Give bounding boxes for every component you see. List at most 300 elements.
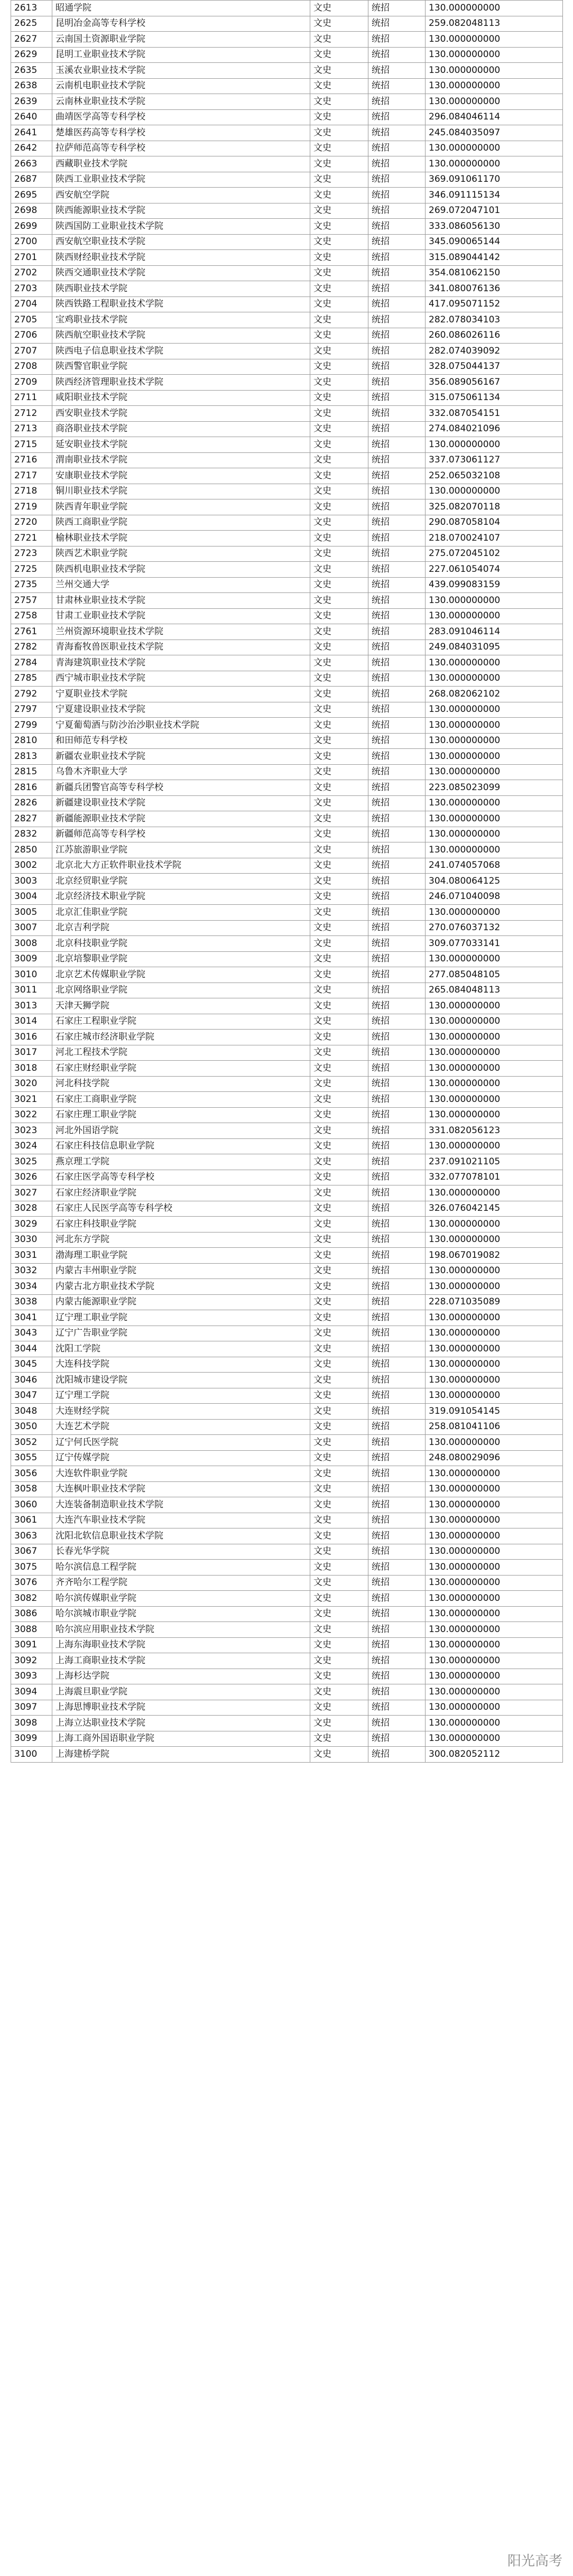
subject-type-cell: 文史 (310, 1217, 368, 1233)
school-code-cell: 3016 (11, 1030, 52, 1045)
score-cell: 354.081062150 (426, 265, 563, 281)
admission-type-cell: 统招 (368, 1528, 426, 1544)
school-name-cell: 宁夏葡萄酒与防沙治沙职业技术学院 (52, 718, 310, 734)
subject-type-cell: 文史 (310, 1154, 368, 1170)
school-name-cell: 石家庄工商职业学院 (52, 1092, 310, 1108)
subject-type-cell: 文史 (310, 406, 368, 422)
table-row (11, 219, 563, 235)
score-cell: 130.000000000 (426, 94, 563, 110)
admission-type-cell: 统招 (368, 1716, 426, 1731)
admission-type-cell: 统招 (368, 827, 426, 842)
subject-type-cell: 文史 (310, 250, 368, 266)
admission-type-cell: 统招 (368, 1622, 426, 1638)
score-cell: 223.085023099 (426, 780, 563, 796)
school-name-cell: 北京汇佳职业学院 (52, 905, 310, 921)
table-row (11, 109, 563, 125)
table-row (11, 1497, 563, 1513)
score-cell: 130.000000000 (426, 32, 563, 48)
table-row (11, 78, 563, 94)
table-row (11, 1747, 563, 1763)
school-name-cell: 上海震旦职业学院 (52, 1684, 310, 1700)
table-row (11, 47, 563, 63)
admission-type-cell: 统招 (368, 1232, 426, 1248)
subject-type-cell: 文史 (310, 1294, 368, 1310)
admission-type-cell: 统招 (368, 47, 426, 63)
school-code-cell: 3043 (11, 1326, 52, 1341)
school-name-cell: 北京网络职业学院 (52, 983, 310, 998)
admission-type-cell: 统招 (368, 1248, 426, 1264)
score-cell: 332.087054151 (426, 406, 563, 422)
score-cell: 130.000000000 (426, 1637, 563, 1653)
subject-type-cell: 文史 (310, 437, 368, 453)
score-cell: 130.000000000 (426, 1622, 563, 1638)
table-row (11, 1404, 563, 1420)
subject-type-cell: 文史 (310, 1497, 368, 1513)
table-row (11, 468, 563, 484)
subject-type-cell: 文史 (310, 359, 368, 375)
school-name-cell: 陕西工商职业学院 (52, 515, 310, 531)
school-name-cell: 拉萨师范高等专科学校 (52, 141, 310, 156)
score-cell: 130.000000000 (426, 1669, 563, 1684)
table-row (11, 421, 563, 437)
school-name-cell: 宁夏职业技术学院 (52, 687, 310, 702)
table-row (11, 905, 563, 921)
admission-type-cell: 统招 (368, 452, 426, 468)
admission-type-cell: 统招 (368, 390, 426, 406)
school-name-cell: 青海畜牧兽医职业技术学院 (52, 640, 310, 655)
subject-type-cell: 文史 (310, 47, 368, 63)
admission-type-cell: 统招 (368, 764, 426, 780)
score-cell: 241.074057068 (426, 858, 563, 874)
subject-type-cell: 文史 (310, 1185, 368, 1201)
score-cell: 130.000000000 (426, 1653, 563, 1669)
score-cell: 130.000000000 (426, 1513, 563, 1528)
score-cell: 130.000000000 (426, 1310, 563, 1326)
admission-type-cell: 统招 (368, 858, 426, 874)
score-cell: 130.000000000 (426, 1107, 563, 1123)
score-cell: 130.000000000 (426, 1030, 563, 1045)
subject-type-cell: 文史 (310, 328, 368, 344)
school-code-cell: 2639 (11, 94, 52, 110)
table-row (11, 125, 563, 141)
table-row (11, 874, 563, 889)
subject-type-cell: 文史 (310, 484, 368, 499)
table-row (11, 32, 563, 48)
table-row (11, 1684, 563, 1700)
school-code-cell: 2761 (11, 624, 52, 640)
score-cell: 130.000000000 (426, 1388, 563, 1404)
school-code-cell: 3017 (11, 1045, 52, 1061)
score-cell: 130.000000000 (426, 1357, 563, 1373)
subject-type-cell: 文史 (310, 577, 368, 593)
subject-type-cell: 文史 (310, 905, 368, 921)
score-cell: 341.080076136 (426, 281, 563, 297)
school-code-cell: 3052 (11, 1435, 52, 1451)
subject-type-cell: 文史 (310, 983, 368, 998)
table-row (11, 172, 563, 188)
admission-type-cell: 统招 (368, 687, 426, 702)
school-name-cell: 北京科技职业学院 (52, 936, 310, 952)
school-code-cell: 2757 (11, 593, 52, 609)
subject-type-cell: 文史 (310, 811, 368, 827)
table-row (11, 1030, 563, 1045)
admission-type-cell: 统招 (368, 234, 426, 250)
school-name-cell: 榆林职业技术学院 (52, 531, 310, 546)
school-name-cell: 河北科技学院 (52, 1076, 310, 1092)
subject-type-cell: 文史 (310, 795, 368, 811)
school-name-cell: 石家庄医学高等专科学校 (52, 1170, 310, 1185)
school-code-cell: 3092 (11, 1653, 52, 1669)
school-name-cell: 云南机电职业技术学院 (52, 78, 310, 94)
subject-type-cell: 文史 (310, 203, 368, 219)
subject-type-cell: 文史 (310, 468, 368, 484)
school-name-cell: 新疆师范高等专科学校 (52, 827, 310, 842)
score-cell: 345.090065144 (426, 234, 563, 250)
school-code-cell: 2827 (11, 811, 52, 827)
school-name-cell: 玉溪农业职业技术学院 (52, 63, 310, 79)
score-cell: 198.067019082 (426, 1248, 563, 1264)
school-name-cell: 哈尔滨信息工程学院 (52, 1560, 310, 1576)
score-cell: 130.000000000 (426, 1700, 563, 1716)
admission-type-cell: 统招 (368, 811, 426, 827)
admission-type-cell: 统招 (368, 375, 426, 391)
subject-type-cell: 文史 (310, 780, 368, 796)
school-name-cell: 西安航空职业技术学院 (52, 234, 310, 250)
admission-type-cell: 统招 (368, 951, 426, 967)
subject-type-cell: 文史 (310, 1357, 368, 1373)
school-code-cell: 2782 (11, 640, 52, 655)
score-cell: 246.071040098 (426, 889, 563, 905)
school-name-cell: 长春光华学院 (52, 1544, 310, 1560)
school-name-cell: 陕西铁路工程职业技术学院 (52, 296, 310, 312)
school-code-cell: 3055 (11, 1450, 52, 1466)
score-cell: 227.061054074 (426, 562, 563, 578)
table-row (11, 234, 563, 250)
score-cell: 283.091046114 (426, 624, 563, 640)
table-row (11, 515, 563, 531)
table-row (11, 1450, 563, 1466)
admission-type-cell: 统招 (368, 1294, 426, 1310)
school-code-cell: 2708 (11, 359, 52, 375)
table-row (11, 640, 563, 655)
score-cell: 130.000000000 (426, 827, 563, 842)
school-code-cell: 3025 (11, 1154, 52, 1170)
admission-type-cell: 统招 (368, 515, 426, 531)
school-code-cell: 3046 (11, 1373, 52, 1388)
school-code-cell: 2832 (11, 827, 52, 842)
subject-type-cell: 文史 (310, 1030, 368, 1045)
school-code-cell: 2792 (11, 687, 52, 702)
admission-type-cell: 统招 (368, 998, 426, 1014)
table-row (11, 1622, 563, 1638)
admission-type-cell: 统招 (368, 889, 426, 905)
admission-type-cell: 统招 (368, 702, 426, 718)
score-cell: 282.078034103 (426, 312, 563, 328)
subject-type-cell: 文史 (310, 1560, 368, 1576)
score-cell: 130.000000000 (426, 1232, 563, 1248)
admission-type-cell: 统招 (368, 125, 426, 141)
subject-type-cell: 文史 (310, 1700, 368, 1716)
school-code-cell: 2702 (11, 265, 52, 281)
school-name-cell: 沈阳北软信息职业技术学院 (52, 1528, 310, 1544)
school-name-cell: 大连装备制造职业技术学院 (52, 1497, 310, 1513)
subject-type-cell: 文史 (310, 764, 368, 780)
table-row (11, 1170, 563, 1185)
school-name-cell: 新疆农业职业技术学院 (52, 749, 310, 765)
admission-type-cell: 统招 (368, 1310, 426, 1326)
school-name-cell: 上海工商职业技术学院 (52, 1653, 310, 1669)
school-code-cell: 3027 (11, 1185, 52, 1201)
subject-type-cell: 文史 (310, 1373, 368, 1388)
admission-type-cell: 统招 (368, 1201, 426, 1217)
subject-type-cell: 文史 (310, 172, 368, 188)
school-code-cell: 2699 (11, 219, 52, 235)
table-row (11, 281, 563, 297)
table-row (11, 546, 563, 562)
school-code-cell: 2712 (11, 406, 52, 422)
score-cell: 130.000000000 (426, 733, 563, 749)
subject-type-cell: 文史 (310, 1061, 368, 1077)
school-code-cell: 3020 (11, 1076, 52, 1092)
subject-type-cell: 文史 (310, 421, 368, 437)
school-name-cell: 石家庄财经职业学院 (52, 1061, 310, 1077)
table-row (11, 967, 563, 983)
admission-type-cell: 统招 (368, 1684, 426, 1700)
table-row (11, 562, 563, 578)
score-cell: 130.000000000 (426, 608, 563, 624)
admission-type-cell: 统招 (368, 531, 426, 546)
school-name-cell: 甘肃林业职业技术学院 (52, 593, 310, 609)
admission-type-cell: 统招 (368, 499, 426, 515)
school-name-cell: 上海思博职业技术学院 (52, 1700, 310, 1716)
admission-type-cell: 统招 (368, 1591, 426, 1607)
admission-type-cell: 统招 (368, 1217, 426, 1233)
school-code-cell: 2815 (11, 764, 52, 780)
school-name-cell: 上海东海职业技术学院 (52, 1637, 310, 1653)
score-cell: 258.081041106 (426, 1419, 563, 1435)
school-name-cell: 内蒙古北方职业技术学院 (52, 1279, 310, 1295)
table-row (11, 811, 563, 827)
admission-type-cell: 统招 (368, 1123, 426, 1139)
score-cell: 130.000000000 (426, 1528, 563, 1544)
table-row (11, 1076, 563, 1092)
table-row (11, 1528, 563, 1544)
score-cell: 274.084021096 (426, 421, 563, 437)
school-code-cell: 3047 (11, 1388, 52, 1404)
score-cell: 130.000000000 (426, 718, 563, 734)
admission-type-cell: 统招 (368, 32, 426, 48)
table-row (11, 858, 563, 874)
school-name-cell: 石家庄工程职业学院 (52, 1014, 310, 1030)
table-row (11, 499, 563, 515)
school-code-cell: 2711 (11, 390, 52, 406)
subject-type-cell: 文史 (310, 1747, 368, 1763)
score-cell: 130.000000000 (426, 998, 563, 1014)
admission-type-cell: 统招 (368, 936, 426, 952)
subject-type-cell: 文史 (310, 967, 368, 983)
score-cell: 130.000000000 (426, 1263, 563, 1279)
subject-type-cell: 文史 (310, 1606, 368, 1622)
school-code-cell: 2813 (11, 749, 52, 765)
table-row (11, 827, 563, 842)
table-row (11, 1435, 563, 1451)
admission-type-cell: 统招 (368, 749, 426, 765)
school-code-cell: 3082 (11, 1591, 52, 1607)
subject-type-cell: 文史 (310, 344, 368, 359)
table-row (11, 531, 563, 546)
school-name-cell: 北京经济技术职业学院 (52, 889, 310, 905)
score-cell: 356.089056167 (426, 375, 563, 391)
school-code-cell: 2715 (11, 437, 52, 453)
subject-type-cell: 文史 (310, 499, 368, 515)
school-code-cell: 2810 (11, 733, 52, 749)
table-row (11, 1217, 563, 1233)
school-name-cell: 沈阳工学院 (52, 1341, 310, 1357)
subject-type-cell: 文史 (310, 234, 368, 250)
school-code-cell: 2785 (11, 671, 52, 687)
school-name-cell: 石家庄城市经济职业学院 (52, 1030, 310, 1045)
subject-type-cell: 文史 (310, 125, 368, 141)
score-cell: 130.000000000 (426, 1716, 563, 1731)
table-row (11, 156, 563, 172)
admission-type-cell: 统招 (368, 328, 426, 344)
admission-type-cell: 统招 (368, 265, 426, 281)
subject-type-cell: 文史 (310, 608, 368, 624)
table-row (11, 1123, 563, 1139)
subject-type-cell: 文史 (310, 281, 368, 297)
subject-type-cell: 文史 (310, 1528, 368, 1544)
subject-type-cell: 文史 (310, 375, 368, 391)
school-code-cell: 3011 (11, 983, 52, 998)
table-row (11, 1466, 563, 1482)
school-name-cell: 上海立达职业技术学院 (52, 1716, 310, 1731)
school-name-cell: 辽宁何氏医学院 (52, 1435, 310, 1451)
admission-type-cell: 统招 (368, 1544, 426, 1560)
table-row (11, 1279, 563, 1295)
score-cell: 260.086026116 (426, 328, 563, 344)
table-row (11, 1014, 563, 1030)
subject-type-cell: 文史 (310, 842, 368, 858)
subject-type-cell: 文史 (310, 624, 368, 640)
table-row (11, 920, 563, 936)
score-cell: 130.000000000 (426, 1, 563, 16)
school-name-cell: 陕西电子信息职业技术学院 (52, 344, 310, 359)
table-row (11, 1357, 563, 1373)
admission-type-cell: 统招 (368, 655, 426, 671)
table-row (11, 94, 563, 110)
school-code-cell: 3032 (11, 1263, 52, 1279)
admission-type-cell: 统招 (368, 172, 426, 188)
school-code-cell: 3063 (11, 1528, 52, 1544)
score-cell: 130.000000000 (426, 1560, 563, 1576)
score-cell: 130.000000000 (426, 951, 563, 967)
score-cell: 346.091115134 (426, 188, 563, 203)
admission-type-cell: 统招 (368, 577, 426, 593)
table-row (11, 1700, 563, 1716)
school-name-cell: 渤海理工职业学院 (52, 1248, 310, 1264)
admission-type-cell: 统招 (368, 94, 426, 110)
school-code-cell: 2706 (11, 328, 52, 344)
admission-type-cell: 统招 (368, 1341, 426, 1357)
score-cell: 130.000000000 (426, 141, 563, 156)
school-code-cell: 3028 (11, 1201, 52, 1217)
school-code-cell: 3024 (11, 1138, 52, 1154)
score-cell: 290.087058104 (426, 515, 563, 531)
school-code-cell: 2758 (11, 608, 52, 624)
school-code-cell: 2687 (11, 172, 52, 188)
subject-type-cell: 文史 (310, 1232, 368, 1248)
score-cell: 337.073061127 (426, 452, 563, 468)
school-code-cell: 2784 (11, 655, 52, 671)
watermark-logo: 阳光高考 (504, 2549, 566, 2571)
admission-type-cell: 统招 (368, 1326, 426, 1341)
admission-type-cell: 统招 (368, 1279, 426, 1295)
school-name-cell: 北京艺术传媒职业学院 (52, 967, 310, 983)
admission-type-cell: 统招 (368, 1, 426, 16)
score-cell: 130.000000000 (426, 1466, 563, 1482)
subject-type-cell: 文史 (310, 1201, 368, 1217)
table-row (11, 671, 563, 687)
school-name-cell: 辽宁理工职业学院 (52, 1310, 310, 1326)
school-name-cell: 沈阳城市建设学院 (52, 1373, 310, 1388)
school-code-cell: 2826 (11, 795, 52, 811)
admission-type-cell: 统招 (368, 1076, 426, 1092)
school-code-cell: 3088 (11, 1622, 52, 1638)
table-row (11, 1294, 563, 1310)
school-name-cell: 安康职业技术学院 (52, 468, 310, 484)
school-code-cell: 3044 (11, 1341, 52, 1357)
school-code-cell: 2625 (11, 16, 52, 32)
table-row (11, 733, 563, 749)
subject-type-cell: 文史 (310, 1637, 368, 1653)
table-row (11, 1560, 563, 1576)
school-name-cell: 西安航空学院 (52, 188, 310, 203)
school-code-cell: 3041 (11, 1310, 52, 1326)
table-row (11, 951, 563, 967)
school-name-cell: 昆明工业职业技术学院 (52, 47, 310, 63)
score-cell: 130.000000000 (426, 671, 563, 687)
school-name-cell: 西安职业技术学院 (52, 406, 310, 422)
school-name-cell: 燕京理工学院 (52, 1154, 310, 1170)
table-row (11, 452, 563, 468)
score-cell: 130.000000000 (426, 1684, 563, 1700)
subject-type-cell: 文史 (310, 1466, 368, 1482)
school-name-cell: 新疆建设职业技术学院 (52, 795, 310, 811)
school-name-cell: 北京经贸职业学院 (52, 874, 310, 889)
school-code-cell: 3002 (11, 858, 52, 874)
table-row (11, 250, 563, 266)
admission-type-cell: 统招 (368, 156, 426, 172)
admission-type-cell: 统招 (368, 1388, 426, 1404)
table-row (11, 1310, 563, 1326)
school-name-cell: 辽宁广告职业学院 (52, 1326, 310, 1341)
school-code-cell: 3038 (11, 1294, 52, 1310)
school-name-cell: 大连软件职业学院 (52, 1466, 310, 1482)
admission-type-cell: 统招 (368, 437, 426, 453)
admission-type-cell: 统招 (368, 1606, 426, 1622)
school-code-cell: 3061 (11, 1513, 52, 1528)
school-name-cell: 大连枫叶职业技术学院 (52, 1481, 310, 1497)
admission-type-cell: 统招 (368, 344, 426, 359)
subject-type-cell: 文史 (310, 1684, 368, 1700)
table-row (11, 749, 563, 765)
admission-type-cell: 统招 (368, 421, 426, 437)
subject-type-cell: 文史 (310, 827, 368, 842)
score-cell: 130.000000000 (426, 1092, 563, 1108)
school-code-cell: 2698 (11, 203, 52, 219)
score-cell: 130.000000000 (426, 842, 563, 858)
table-row (11, 16, 563, 32)
